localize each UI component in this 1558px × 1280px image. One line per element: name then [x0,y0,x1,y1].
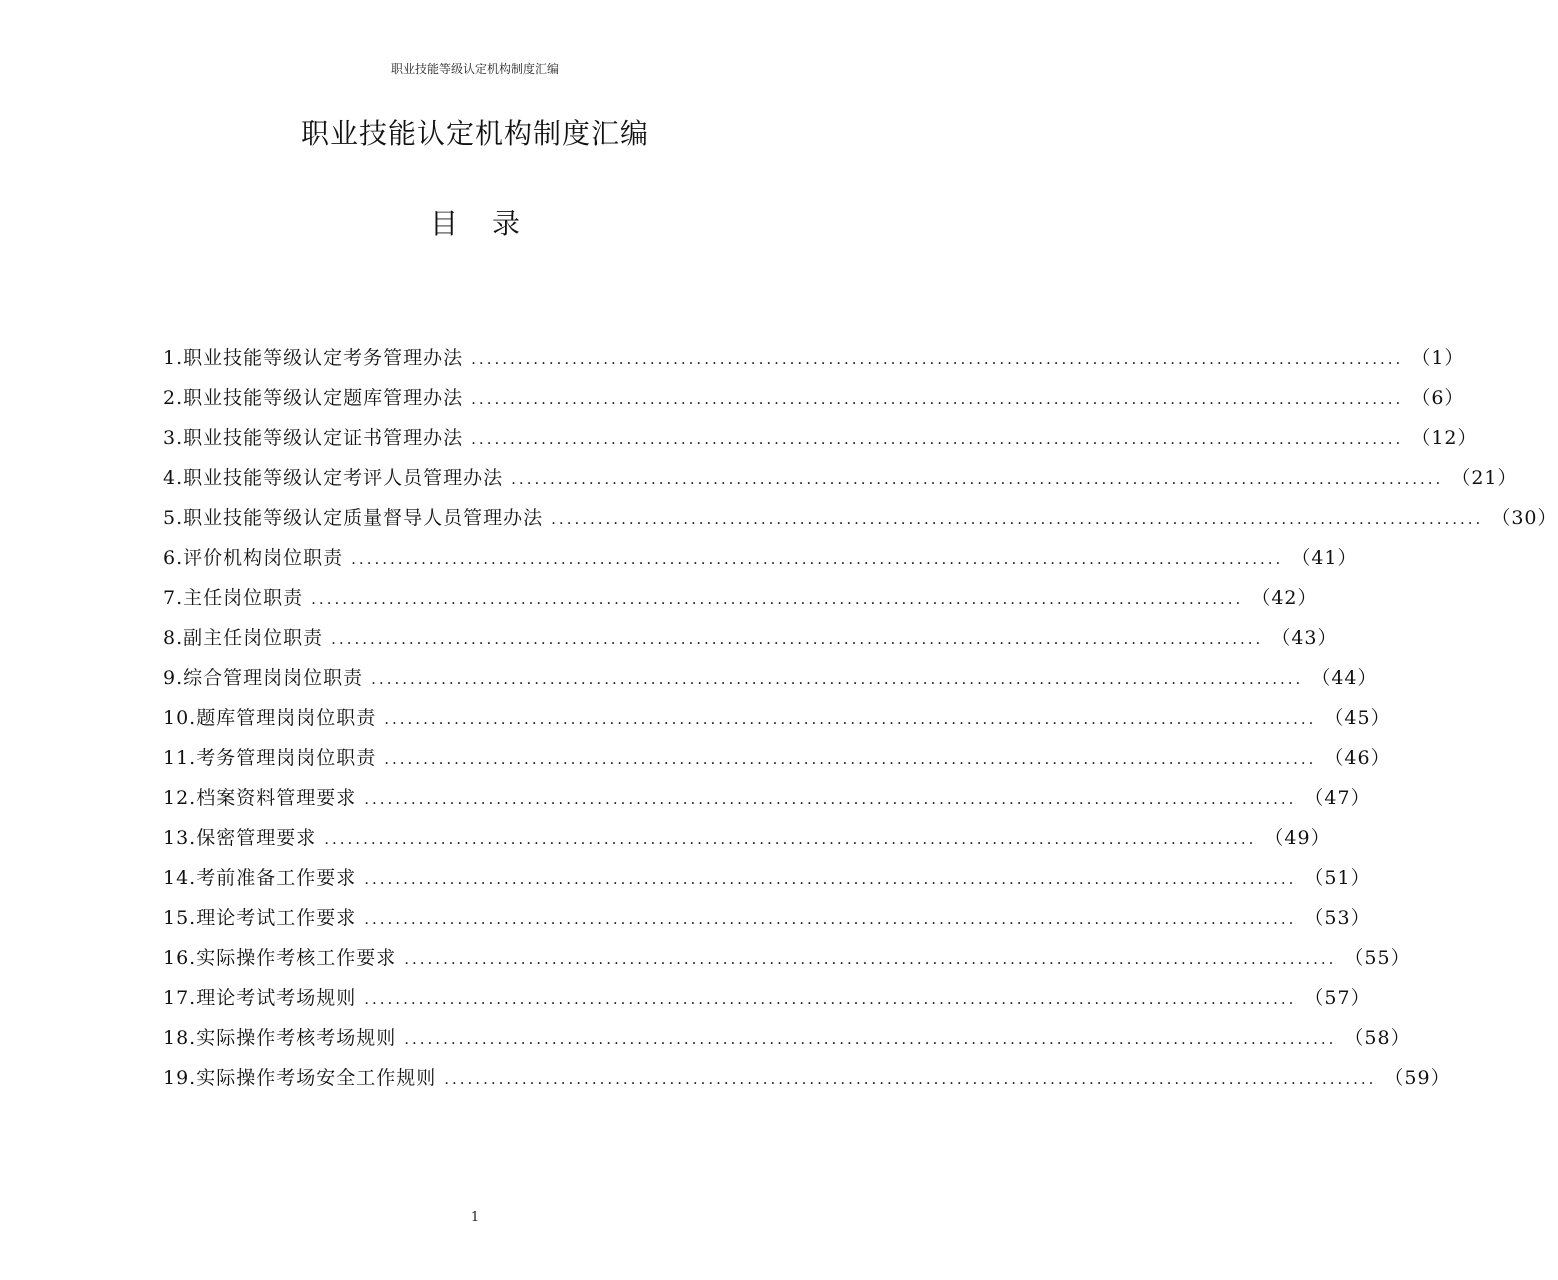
toc-heading: 目录 [429,207,554,240]
toc-entry-title: 职业技能等级认定考评人员管理办法 [183,467,504,489]
toc-entry-number: 17. [163,987,197,1009]
toc-entry-title: 职业技能等级认定考务管理办法 [183,347,464,369]
toc-dot-leader: ........................................................................................................................ [444,1070,1377,1088]
toc-entry-title: 综合管理岗岗位职责 [183,667,364,689]
toc-entry-number: 12. [163,787,197,809]
toc-dot-leader: ........................................................................................................................ [364,990,1297,1008]
toc-dot-leader: ........................................................................................................................ [364,870,1297,888]
toc-dot-leader: ........................................................................................................................ [384,750,1317,768]
toc-entry[interactable] [163,978,1371,1018]
toc-entry[interactable] [163,898,1371,938]
toc-dot-leader: ........................................................................................................................ [471,350,1404,368]
toc-entry-title: 评价机构岗位职责 [183,547,344,569]
toc-dot-leader: ........................................................................................................................ [551,510,1484,528]
toc-entry-page: （57） [1304,987,1371,1009]
toc-entry[interactable] [163,418,1478,458]
toc-dot-leader: ........................................................................................................................ [311,590,1244,608]
toc-entry-page: （12） [1411,427,1478,449]
toc-entry-page: （21） [1451,467,1518,489]
toc-entry[interactable] [163,938,1411,978]
toc-entry-number: 1. [163,347,184,369]
toc-entry[interactable] [163,458,1518,498]
toc-entry-number: 16. [163,947,197,969]
table-of-contents [163,338,1558,1098]
toc-entry-page: （59） [1384,1067,1451,1089]
toc-entry-number: 9. [163,667,184,689]
toc-entry-number: 4. [163,467,184,489]
toc-entry-page: （43） [1271,627,1338,649]
toc-entry[interactable] [163,338,1465,378]
toc-dot-leader: ........................................................................................................................ [371,670,1304,688]
toc-dot-leader: ........................................................................................................................ [511,470,1444,488]
toc-entry[interactable] [163,698,1391,738]
toc-entry-title: 实际操作考核工作要求 [196,947,397,969]
toc-dot-leader: ........................................................................................................................ [324,830,1257,848]
document-title: 职业技能认定机构制度汇编 [300,117,649,150]
toc-dot-leader: ........................................................................................................................ [364,790,1297,808]
toc-dot-leader: ........................................................................................................................ [351,550,1284,568]
toc-entry-number: 8. [163,627,184,649]
toc-entry-page: （41） [1291,547,1358,569]
toc-entry-title: 实际操作考核考场规则 [196,1027,397,1049]
toc-entry-page: （45） [1324,707,1391,729]
toc-entry-title: 档案资料管理要求 [196,787,357,809]
toc-dot-leader: ........................................................................................................................ [384,710,1317,728]
toc-entry-number: 11. [163,747,197,769]
toc-entry[interactable] [163,1058,1451,1098]
toc-entry-title: 理论考试考场规则 [196,987,357,1009]
toc-entry-page: （44） [1311,667,1378,689]
toc-entry-page: （49） [1264,827,1331,849]
toc-entry-number: 14. [163,867,197,889]
toc-dot-leader: ........................................................................................................................ [364,910,1297,928]
toc-entry[interactable] [163,738,1391,778]
toc-dot-leader: ........................................................................................................................ [331,630,1264,648]
toc-entry-page: （55） [1344,947,1411,969]
toc-entry-page: （1） [1411,347,1465,369]
toc-dot-leader: ........................................................................................................................ [404,1030,1337,1048]
toc-entry-title: 保密管理要求 [196,827,317,849]
toc-entry-number: 10. [163,707,197,729]
page-number: 1 [470,1210,480,1225]
toc-entry-title: 职业技能等级认定证书管理办法 [183,427,464,449]
toc-entry-page: （47） [1304,787,1371,809]
toc-entry-title: 考务管理岗岗位职责 [196,747,377,769]
toc-dot-leader: ........................................................................................................................ [404,950,1337,968]
toc-entry-number: 15. [163,907,197,929]
toc-entry-title: 理论考试工作要求 [196,907,357,929]
toc-entry[interactable] [163,578,1318,618]
toc-entry[interactable] [163,498,1558,538]
toc-entry[interactable] [163,858,1371,898]
toc-entry[interactable] [163,618,1338,658]
toc-entry-number: 7. [163,587,184,609]
toc-entry-page: （6） [1411,387,1465,409]
toc-entry-number: 6. [163,547,184,569]
toc-entry-page: （51） [1304,867,1371,889]
toc-entry-number: 19. [163,1067,197,1089]
toc-entry-page: （30） [1491,507,1558,529]
toc-entry-number: 3. [163,427,184,449]
toc-dot-leader: ........................................................................................................................ [471,390,1404,408]
toc-entry[interactable] [163,658,1378,698]
toc-entry-title: 题库管理岗岗位职责 [196,707,377,729]
toc-entry[interactable] [163,818,1331,858]
toc-entry[interactable] [163,1018,1411,1058]
toc-entry[interactable] [163,538,1358,578]
toc-entry-number: 13. [163,827,197,849]
toc-entry-number: 18. [163,1027,197,1049]
toc-entry-number: 2. [163,387,184,409]
toc-entry-title: 考前准备工作要求 [196,867,357,889]
toc-entry-page: （42） [1251,587,1318,609]
toc-entry-page: （46） [1324,747,1391,769]
toc-entry-title: 主任岗位职责 [183,587,304,609]
toc-entry-title: 副主任岗位职责 [183,627,324,649]
toc-entry-page: （58） [1344,1027,1411,1049]
toc-entry-title: 职业技能等级认定题库管理办法 [183,387,464,409]
toc-entry-number: 5. [163,507,184,529]
toc-dot-leader: ........................................................................................................................ [471,430,1404,448]
toc-entry[interactable] [163,778,1371,818]
running-header: 职业技能等级认定机构制度汇编 [390,62,559,76]
toc-entry[interactable] [163,378,1465,418]
toc-entry-title: 职业技能等级认定质量督导人员管理办法 [183,507,544,529]
toc-entry-title: 实际操作考场安全工作规则 [196,1067,437,1089]
toc-entry-page: （53） [1304,907,1371,929]
